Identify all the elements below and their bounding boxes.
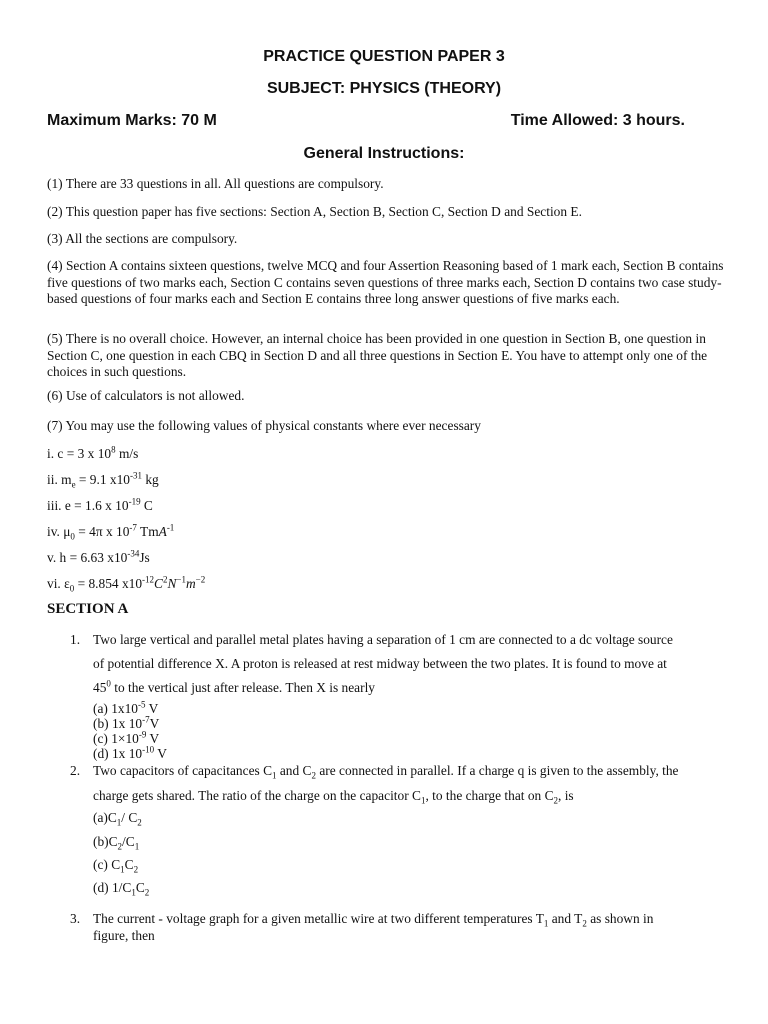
constant-permittivity: vi. $\varepsilon_0 = 8.854$ $x10^{-12}C^2N^{-1}m^{-2}$ bbox=[47, 574, 206, 594]
question-2-option-a: $(a)C_1/$ $C_2$ bbox=[93, 810, 142, 828]
question-2-option-c: (c) $C_1C_2$ bbox=[93, 857, 139, 875]
paper-title: PRACTICE QUESTION PAPER 3 bbox=[263, 48, 505, 65]
question-2-line-1: Two capacitors of capacitances $C_1$ and $C_2$ are connected in parallel. If a charge q is given to the assembly, the bbox=[93, 763, 679, 781]
question-1-option-d: (d) 1x $10^{-10}$ V bbox=[93, 744, 167, 761]
question-1-number: 1. bbox=[70, 632, 81, 647]
question-1-option-c: (c) $1\times 10^{-9}$ V bbox=[93, 729, 160, 746]
paper-subject: SUBJECT: PHYSICS (THEORY) bbox=[266, 80, 502, 97]
constant-planck: v. h = 6.63 $x10^{-34}Js$ bbox=[47, 548, 150, 565]
question-1-line-2: of potential difference X. A proton is released at rest midway between the two plates. It is found to move at bbox=[93, 656, 667, 671]
constant-permeability: iv. $\mu_0 = 4\pi$ x $10^{-7}$ TmA$^{-1}$ bbox=[47, 522, 175, 542]
question-3-line-2: figure, then bbox=[93, 928, 155, 943]
instruction-3: (3) All the sections are compulsory. bbox=[47, 231, 238, 246]
instruction-2: (2) This question paper has five sections: Section A, Section B, Section C, Section D and Section E. bbox=[47, 204, 582, 219]
question-2-number: 2. bbox=[70, 763, 81, 778]
question-2-option-b: $(b)C_2/C_1$ bbox=[93, 834, 140, 852]
question-1-option-b: (b) 1x $10^{-7}V$ bbox=[93, 714, 160, 731]
maximum-marks: Maximum Marks: 70 M bbox=[47, 112, 217, 129]
constant-speed-of-light: i. c = 3 x $10^8$ m/s bbox=[47, 444, 139, 461]
instruction-7: (7) You may use the following values of physical constants where ever necessary bbox=[47, 418, 481, 433]
question-1-line-1: Two large vertical and parallel metal plates having a separation of 1 cm are connected to a dc voltage source bbox=[93, 632, 673, 647]
constant-electron-charge: iii. e = 1.6 x $10^{-19}$ C bbox=[47, 496, 153, 513]
question-1-option-a: (a) $1x10^{-5}$ V bbox=[93, 699, 159, 716]
instructions-heading: General Instructions: bbox=[303, 145, 465, 162]
question-1-line-3: $45^0$ to the vertical just after release. Then X is nearly bbox=[93, 678, 376, 695]
constant-electron-mass: ii. $m_e = 9.1$ $x10^{-31}$ kg bbox=[47, 470, 159, 490]
section-a-heading: SECTION A bbox=[47, 601, 129, 617]
instruction-6: (6) Use of calculators is not allowed. bbox=[47, 388, 245, 403]
question-3-line-1: The current - voltage graph for a given metallic wire at two different temperatures $T_1$ and $T_2$ as shown in bbox=[93, 911, 654, 929]
question-2-option-d: (d) $1/C_1C_2$ bbox=[93, 880, 150, 898]
instruction-4: (4) Section A contains sixteen questions, twelve MCQ and four Assertion Reasoning based of 1 mark each, Section B contains five questions of two marks each, Section C contains seven questions of three marks each, Section D contains two case study-based questions of four marks each and Section E contains three long answer questions of five marks each. bbox=[47, 258, 724, 306]
question-2-line-2: charge gets shared. The ratio of the charge on the capacitor $C_1$, to the charge that on $C_2$, is bbox=[93, 788, 574, 806]
question-3-number: 3. bbox=[70, 911, 81, 926]
time-allowed: Time Allowed: 3 hours. bbox=[510, 112, 685, 129]
instruction-5: (5) There is no overall choice. However, an internal choice has been provided in one question in Section B, one question in Section C, one question in each CBQ in Section D and all three questions in Section E. You have to attempt only one of the choices in such questions. bbox=[47, 331, 708, 379]
instruction-1: (1) There are 33 questions in all. All questions are compulsory. bbox=[47, 176, 384, 191]
